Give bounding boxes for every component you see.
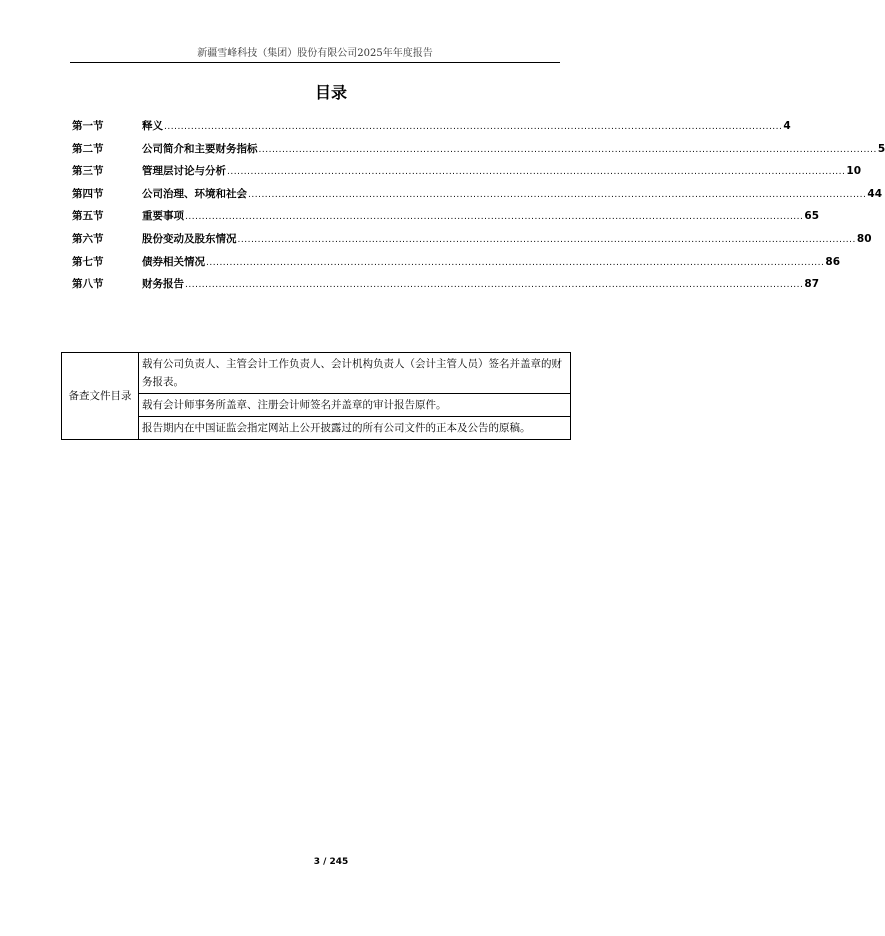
- toc-entry[interactable]: [72, 163, 862, 186]
- toc-section-number: 第一节: [72, 120, 104, 132]
- toc-section-name: 债券相关情况: [142, 255, 205, 268]
- reference-document-item: 报告期内在中国证监会指定网站上公开披露过的所有公司文件的正本及公告的原稿。: [139, 417, 571, 440]
- toc-page-number: 87: [804, 278, 820, 291]
- toc-leader-dots: ........................................................................................................................................................................................: [185, 212, 804, 223]
- toc-entry[interactable]: [72, 208, 820, 231]
- toc-leader-dots: ........................................................................................................................................................................................: [164, 122, 783, 132]
- toc-section-name: 股份变动及股东情况: [142, 232, 237, 245]
- toc-entry[interactable]: [72, 118, 791, 141]
- toc-section-name: 释义: [142, 120, 163, 132]
- toc-page-number: 44: [867, 187, 883, 200]
- table-row: [62, 417, 571, 440]
- toc-page-number: 80: [856, 232, 872, 245]
- toc-page-number: 86: [825, 255, 841, 268]
- table-row: [62, 353, 571, 394]
- toc-entry[interactable]: [72, 231, 872, 254]
- reference-document-item: 载有会计师事务所盖章、注册会计师签名并盖章的审计报告原件。: [139, 394, 571, 417]
- toc-entry[interactable]: [72, 186, 883, 209]
- toc-page-number: 10: [846, 165, 862, 178]
- reference-document-item: 载有公司负责人、主管会计工作负责人、会计机构负责人（会计主管人员）签名并盖章的财务报表。: [139, 353, 571, 394]
- toc-section-number: 第四节: [72, 187, 104, 200]
- toc-section-number: 第八节: [72, 278, 104, 291]
- toc-section-name: 公司简介和主要财务指标: [142, 142, 258, 155]
- toc-leader-dots: ........................................................................................................................................................................................: [237, 234, 856, 245]
- toc-leader-dots: ........................................................................................................................................................................................: [248, 189, 867, 200]
- toc-page-number: 65: [804, 210, 820, 223]
- toc-title: 目录: [314, 83, 347, 102]
- toc-leader-dots: ........................................................................................................................................................................................: [185, 280, 804, 291]
- toc-page-number: 5: [877, 142, 885, 155]
- toc-section-number: 第七节: [72, 255, 104, 268]
- toc-section-name: 财务报告: [142, 278, 184, 291]
- toc-leader-dots: ........................................................................................................................................................................................: [206, 257, 825, 268]
- toc-entry[interactable]: [72, 276, 820, 299]
- toc-section-name: 管理层讨论与分析: [142, 165, 226, 178]
- reference-documents-label: 备查文件目录: [62, 353, 139, 440]
- header-rule: [70, 62, 560, 63]
- toc-section-number: 第三节: [72, 165, 104, 178]
- page-number: 3 / 245: [313, 857, 349, 867]
- toc-section-number: 第二节: [72, 142, 104, 155]
- page-header: 新疆雪峰科技（集团）股份有限公司2025年年度报告: [197, 48, 433, 59]
- toc-section-number: 第六节: [72, 232, 104, 245]
- table-row: [62, 394, 571, 417]
- reference-documents-table: [61, 352, 571, 440]
- toc-list: [72, 118, 885, 299]
- toc-entry[interactable]: [72, 141, 885, 164]
- toc-section-name: 公司治理、环境和社会: [142, 187, 247, 200]
- toc-section-number: 第五节: [72, 210, 104, 223]
- toc-page-number: 4: [783, 120, 791, 132]
- toc-section-name: 重要事项: [142, 210, 184, 223]
- toc-leader-dots: ........................................................................................................................................................................................: [258, 144, 877, 155]
- toc-leader-dots: ........................................................................................................................................................................................: [227, 167, 846, 178]
- toc-entry[interactable]: [72, 254, 841, 277]
